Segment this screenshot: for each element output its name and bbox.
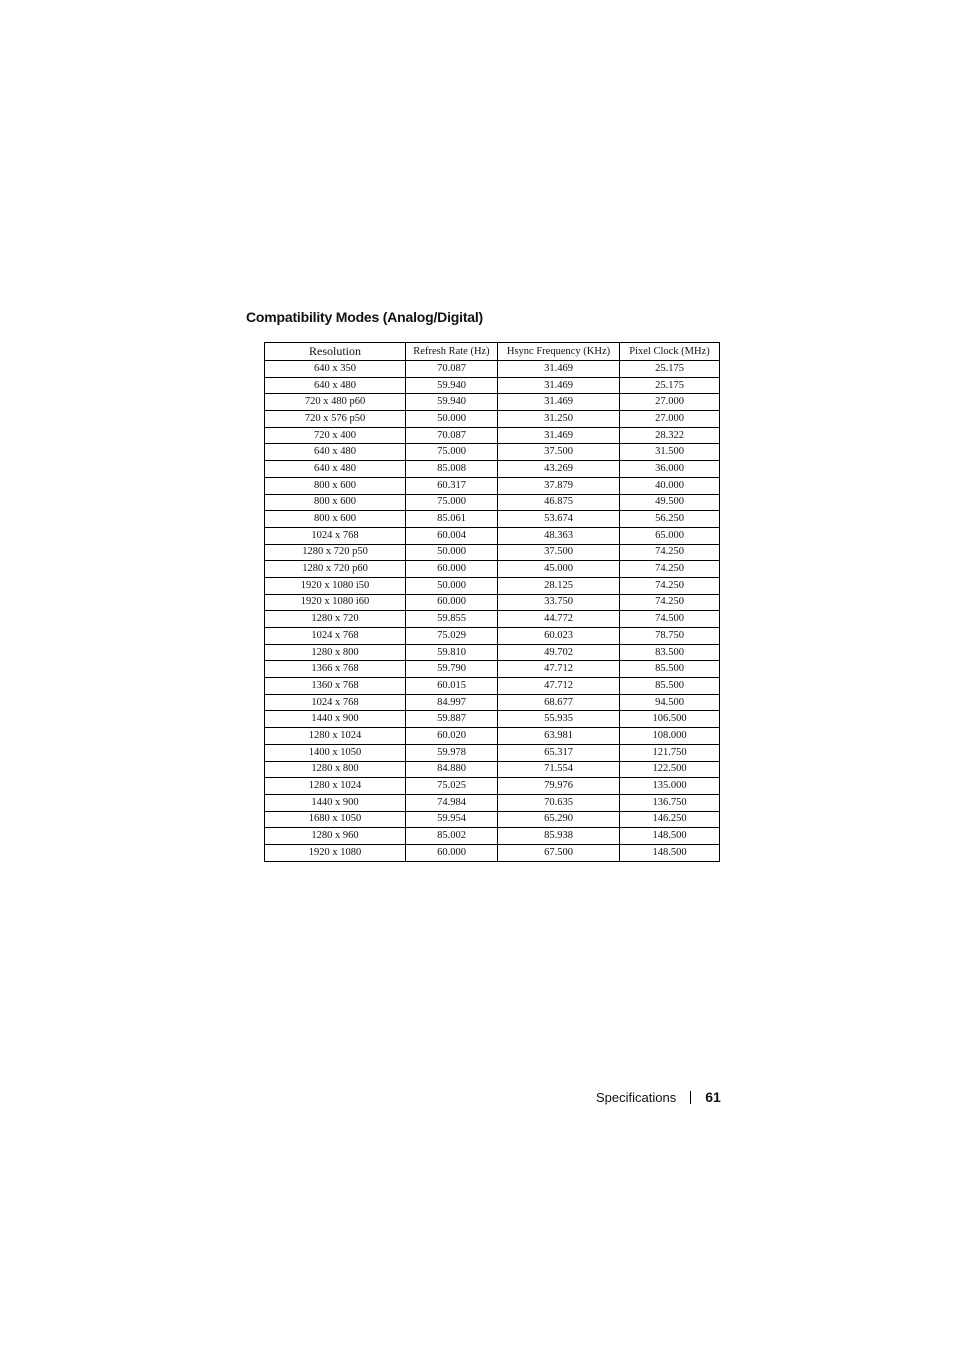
table-row	[265, 444, 720, 461]
table-row	[265, 694, 720, 711]
cell-hsync-frequency: 47.712	[498, 678, 620, 695]
cell-pixel-clock: 122.500	[620, 761, 720, 778]
cell-refresh-rate: 59.887	[406, 711, 498, 728]
cell-hsync-frequency: 85.938	[498, 828, 620, 845]
cell-refresh-rate: 74.984	[406, 794, 498, 811]
table-row	[265, 828, 720, 845]
cell-resolution: 1920 x 1080	[265, 844, 406, 861]
cell-refresh-rate: 84.880	[406, 761, 498, 778]
table-row	[265, 427, 720, 444]
cell-hsync-frequency: 33.750	[498, 594, 620, 611]
cell-hsync-frequency: 37.879	[498, 477, 620, 494]
table-row	[265, 611, 720, 628]
cell-refresh-rate: 75.029	[406, 628, 498, 645]
cell-pixel-clock: 146.250	[620, 811, 720, 828]
section-title: Compatibility Modes (Analog/Digital)	[246, 309, 484, 325]
header-resolution: Resolution	[265, 343, 406, 361]
compatibility-modes-table	[264, 342, 720, 862]
cell-refresh-rate: 60.317	[406, 477, 498, 494]
cell-resolution: 720 x 400	[265, 427, 406, 444]
cell-refresh-rate: 60.000	[406, 561, 498, 578]
cell-hsync-frequency: 55.935	[498, 711, 620, 728]
cell-pixel-clock: 106.500	[620, 711, 720, 728]
table-row	[265, 644, 720, 661]
cell-refresh-rate: 59.940	[406, 394, 498, 411]
table-row	[265, 661, 720, 678]
cell-refresh-rate: 75.000	[406, 444, 498, 461]
cell-hsync-frequency: 60.023	[498, 628, 620, 645]
cell-hsync-frequency: 79.976	[498, 778, 620, 795]
cell-pixel-clock: 85.500	[620, 661, 720, 678]
cell-refresh-rate: 70.087	[406, 361, 498, 378]
cell-refresh-rate: 60.000	[406, 594, 498, 611]
table-row	[265, 544, 720, 561]
table-row	[265, 778, 720, 795]
footer-section-label: Specifications	[596, 1089, 677, 1105]
cell-resolution: 1280 x 720 p50	[265, 544, 406, 561]
cell-refresh-rate: 85.002	[406, 828, 498, 845]
cell-pixel-clock: 25.175	[620, 377, 720, 394]
cell-pixel-clock: 135.000	[620, 778, 720, 795]
cell-resolution: 720 x 576 p50	[265, 411, 406, 428]
cell-resolution: 1280 x 1024	[265, 778, 406, 795]
page-number: 61	[705, 1089, 721, 1105]
cell-pixel-clock: 49.500	[620, 494, 720, 511]
cell-pixel-clock: 74.250	[620, 577, 720, 594]
cell-refresh-rate: 75.025	[406, 778, 498, 795]
cell-resolution: 1280 x 800	[265, 761, 406, 778]
table-row	[265, 527, 720, 544]
cell-refresh-rate: 60.020	[406, 728, 498, 745]
cell-refresh-rate: 59.810	[406, 644, 498, 661]
table-row	[265, 728, 720, 745]
cell-resolution: 800 x 600	[265, 511, 406, 528]
cell-hsync-frequency: 48.363	[498, 527, 620, 544]
cell-pixel-clock: 31.500	[620, 444, 720, 461]
footer-divider	[690, 1091, 691, 1104]
table-row	[265, 761, 720, 778]
cell-pixel-clock: 40.000	[620, 477, 720, 494]
cell-resolution: 640 x 350	[265, 361, 406, 378]
cell-resolution: 1024 x 768	[265, 527, 406, 544]
cell-resolution: 1280 x 1024	[265, 728, 406, 745]
cell-hsync-frequency: 43.269	[498, 461, 620, 478]
cell-pixel-clock: 148.500	[620, 844, 720, 861]
table-row	[265, 477, 720, 494]
cell-refresh-rate: 59.855	[406, 611, 498, 628]
cell-pixel-clock: 74.250	[620, 544, 720, 561]
cell-refresh-rate: 85.008	[406, 461, 498, 478]
cell-refresh-rate: 70.087	[406, 427, 498, 444]
table-row	[265, 794, 720, 811]
cell-hsync-frequency: 37.500	[498, 444, 620, 461]
cell-resolution: 1440 x 900	[265, 794, 406, 811]
table-row	[265, 361, 720, 378]
header-pixel-clock: Pixel Clock (MHz)	[620, 343, 720, 361]
header-refresh-rate: Refresh Rate (Hz)	[406, 343, 498, 361]
cell-resolution: 1366 x 768	[265, 661, 406, 678]
cell-resolution: 1280 x 960	[265, 828, 406, 845]
cell-pixel-clock: 74.250	[620, 594, 720, 611]
cell-hsync-frequency: 71.554	[498, 761, 620, 778]
table-row	[265, 678, 720, 695]
cell-pixel-clock: 28.322	[620, 427, 720, 444]
table-header-row	[265, 343, 720, 361]
cell-refresh-rate: 85.061	[406, 511, 498, 528]
table-row	[265, 394, 720, 411]
cell-pixel-clock: 25.175	[620, 361, 720, 378]
table-row	[265, 628, 720, 645]
cell-hsync-frequency: 65.317	[498, 744, 620, 761]
cell-refresh-rate: 59.978	[406, 744, 498, 761]
cell-hsync-frequency: 31.469	[498, 361, 620, 378]
table-row	[265, 377, 720, 394]
cell-hsync-frequency: 65.290	[498, 811, 620, 828]
table-row	[265, 511, 720, 528]
cell-resolution: 800 x 600	[265, 494, 406, 511]
cell-pixel-clock: 27.000	[620, 394, 720, 411]
cell-refresh-rate: 60.004	[406, 527, 498, 544]
cell-pixel-clock: 27.000	[620, 411, 720, 428]
cell-hsync-frequency: 37.500	[498, 544, 620, 561]
cell-hsync-frequency: 31.469	[498, 427, 620, 444]
cell-refresh-rate: 50.000	[406, 411, 498, 428]
cell-resolution: 1024 x 768	[265, 628, 406, 645]
cell-refresh-rate: 59.954	[406, 811, 498, 828]
cell-refresh-rate: 50.000	[406, 544, 498, 561]
cell-refresh-rate: 59.940	[406, 377, 498, 394]
cell-hsync-frequency: 45.000	[498, 561, 620, 578]
cell-refresh-rate: 84.997	[406, 694, 498, 711]
table-row	[265, 411, 720, 428]
cell-hsync-frequency: 53.674	[498, 511, 620, 528]
table-row	[265, 811, 720, 828]
cell-resolution: 1680 x 1050	[265, 811, 406, 828]
cell-refresh-rate: 59.790	[406, 661, 498, 678]
cell-resolution: 1440 x 900	[265, 711, 406, 728]
cell-pixel-clock: 74.500	[620, 611, 720, 628]
cell-resolution: 1920 x 1080 i50	[265, 577, 406, 594]
cell-resolution: 1400 x 1050	[265, 744, 406, 761]
cell-refresh-rate: 60.015	[406, 678, 498, 695]
page-footer	[596, 1089, 721, 1105]
cell-hsync-frequency: 70.635	[498, 794, 620, 811]
cell-pixel-clock: 121.750	[620, 744, 720, 761]
cell-pixel-clock: 36.000	[620, 461, 720, 478]
table-row	[265, 461, 720, 478]
header-hsync-frequency: Hsync Frequency (KHz)	[498, 343, 620, 361]
cell-resolution: 1360 x 768	[265, 678, 406, 695]
cell-hsync-frequency: 44.772	[498, 611, 620, 628]
cell-hsync-frequency: 67.500	[498, 844, 620, 861]
cell-pixel-clock: 74.250	[620, 561, 720, 578]
cell-pixel-clock: 78.750	[620, 628, 720, 645]
cell-pixel-clock: 148.500	[620, 828, 720, 845]
table-row	[265, 711, 720, 728]
table-row	[265, 494, 720, 511]
cell-hsync-frequency: 49.702	[498, 644, 620, 661]
table-row	[265, 561, 720, 578]
table-row	[265, 844, 720, 861]
cell-resolution: 1280 x 720	[265, 611, 406, 628]
cell-pixel-clock: 85.500	[620, 678, 720, 695]
cell-hsync-frequency: 46.875	[498, 494, 620, 511]
cell-resolution: 1280 x 800	[265, 644, 406, 661]
cell-refresh-rate: 60.000	[406, 844, 498, 861]
cell-resolution: 1280 x 720 p60	[265, 561, 406, 578]
table-row	[265, 577, 720, 594]
cell-pixel-clock: 136.750	[620, 794, 720, 811]
cell-resolution: 1920 x 1080 i60	[265, 594, 406, 611]
cell-resolution: 640 x 480	[265, 377, 406, 394]
cell-resolution: 640 x 480	[265, 444, 406, 461]
cell-hsync-frequency: 31.250	[498, 411, 620, 428]
cell-hsync-frequency: 31.469	[498, 394, 620, 411]
cell-refresh-rate: 50.000	[406, 577, 498, 594]
cell-resolution: 720 x 480 p60	[265, 394, 406, 411]
cell-pixel-clock: 94.500	[620, 694, 720, 711]
cell-hsync-frequency: 47.712	[498, 661, 620, 678]
cell-hsync-frequency: 31.469	[498, 377, 620, 394]
cell-resolution: 1024 x 768	[265, 694, 406, 711]
cell-resolution: 800 x 600	[265, 477, 406, 494]
cell-resolution: 640 x 480	[265, 461, 406, 478]
cell-pixel-clock: 108.000	[620, 728, 720, 745]
cell-hsync-frequency: 63.981	[498, 728, 620, 745]
cell-pixel-clock: 65.000	[620, 527, 720, 544]
cell-hsync-frequency: 28.125	[498, 577, 620, 594]
table-row	[265, 744, 720, 761]
cell-pixel-clock: 56.250	[620, 511, 720, 528]
table-row	[265, 594, 720, 611]
cell-hsync-frequency: 68.677	[498, 694, 620, 711]
cell-refresh-rate: 75.000	[406, 494, 498, 511]
cell-pixel-clock: 83.500	[620, 644, 720, 661]
table-body	[265, 361, 720, 862]
